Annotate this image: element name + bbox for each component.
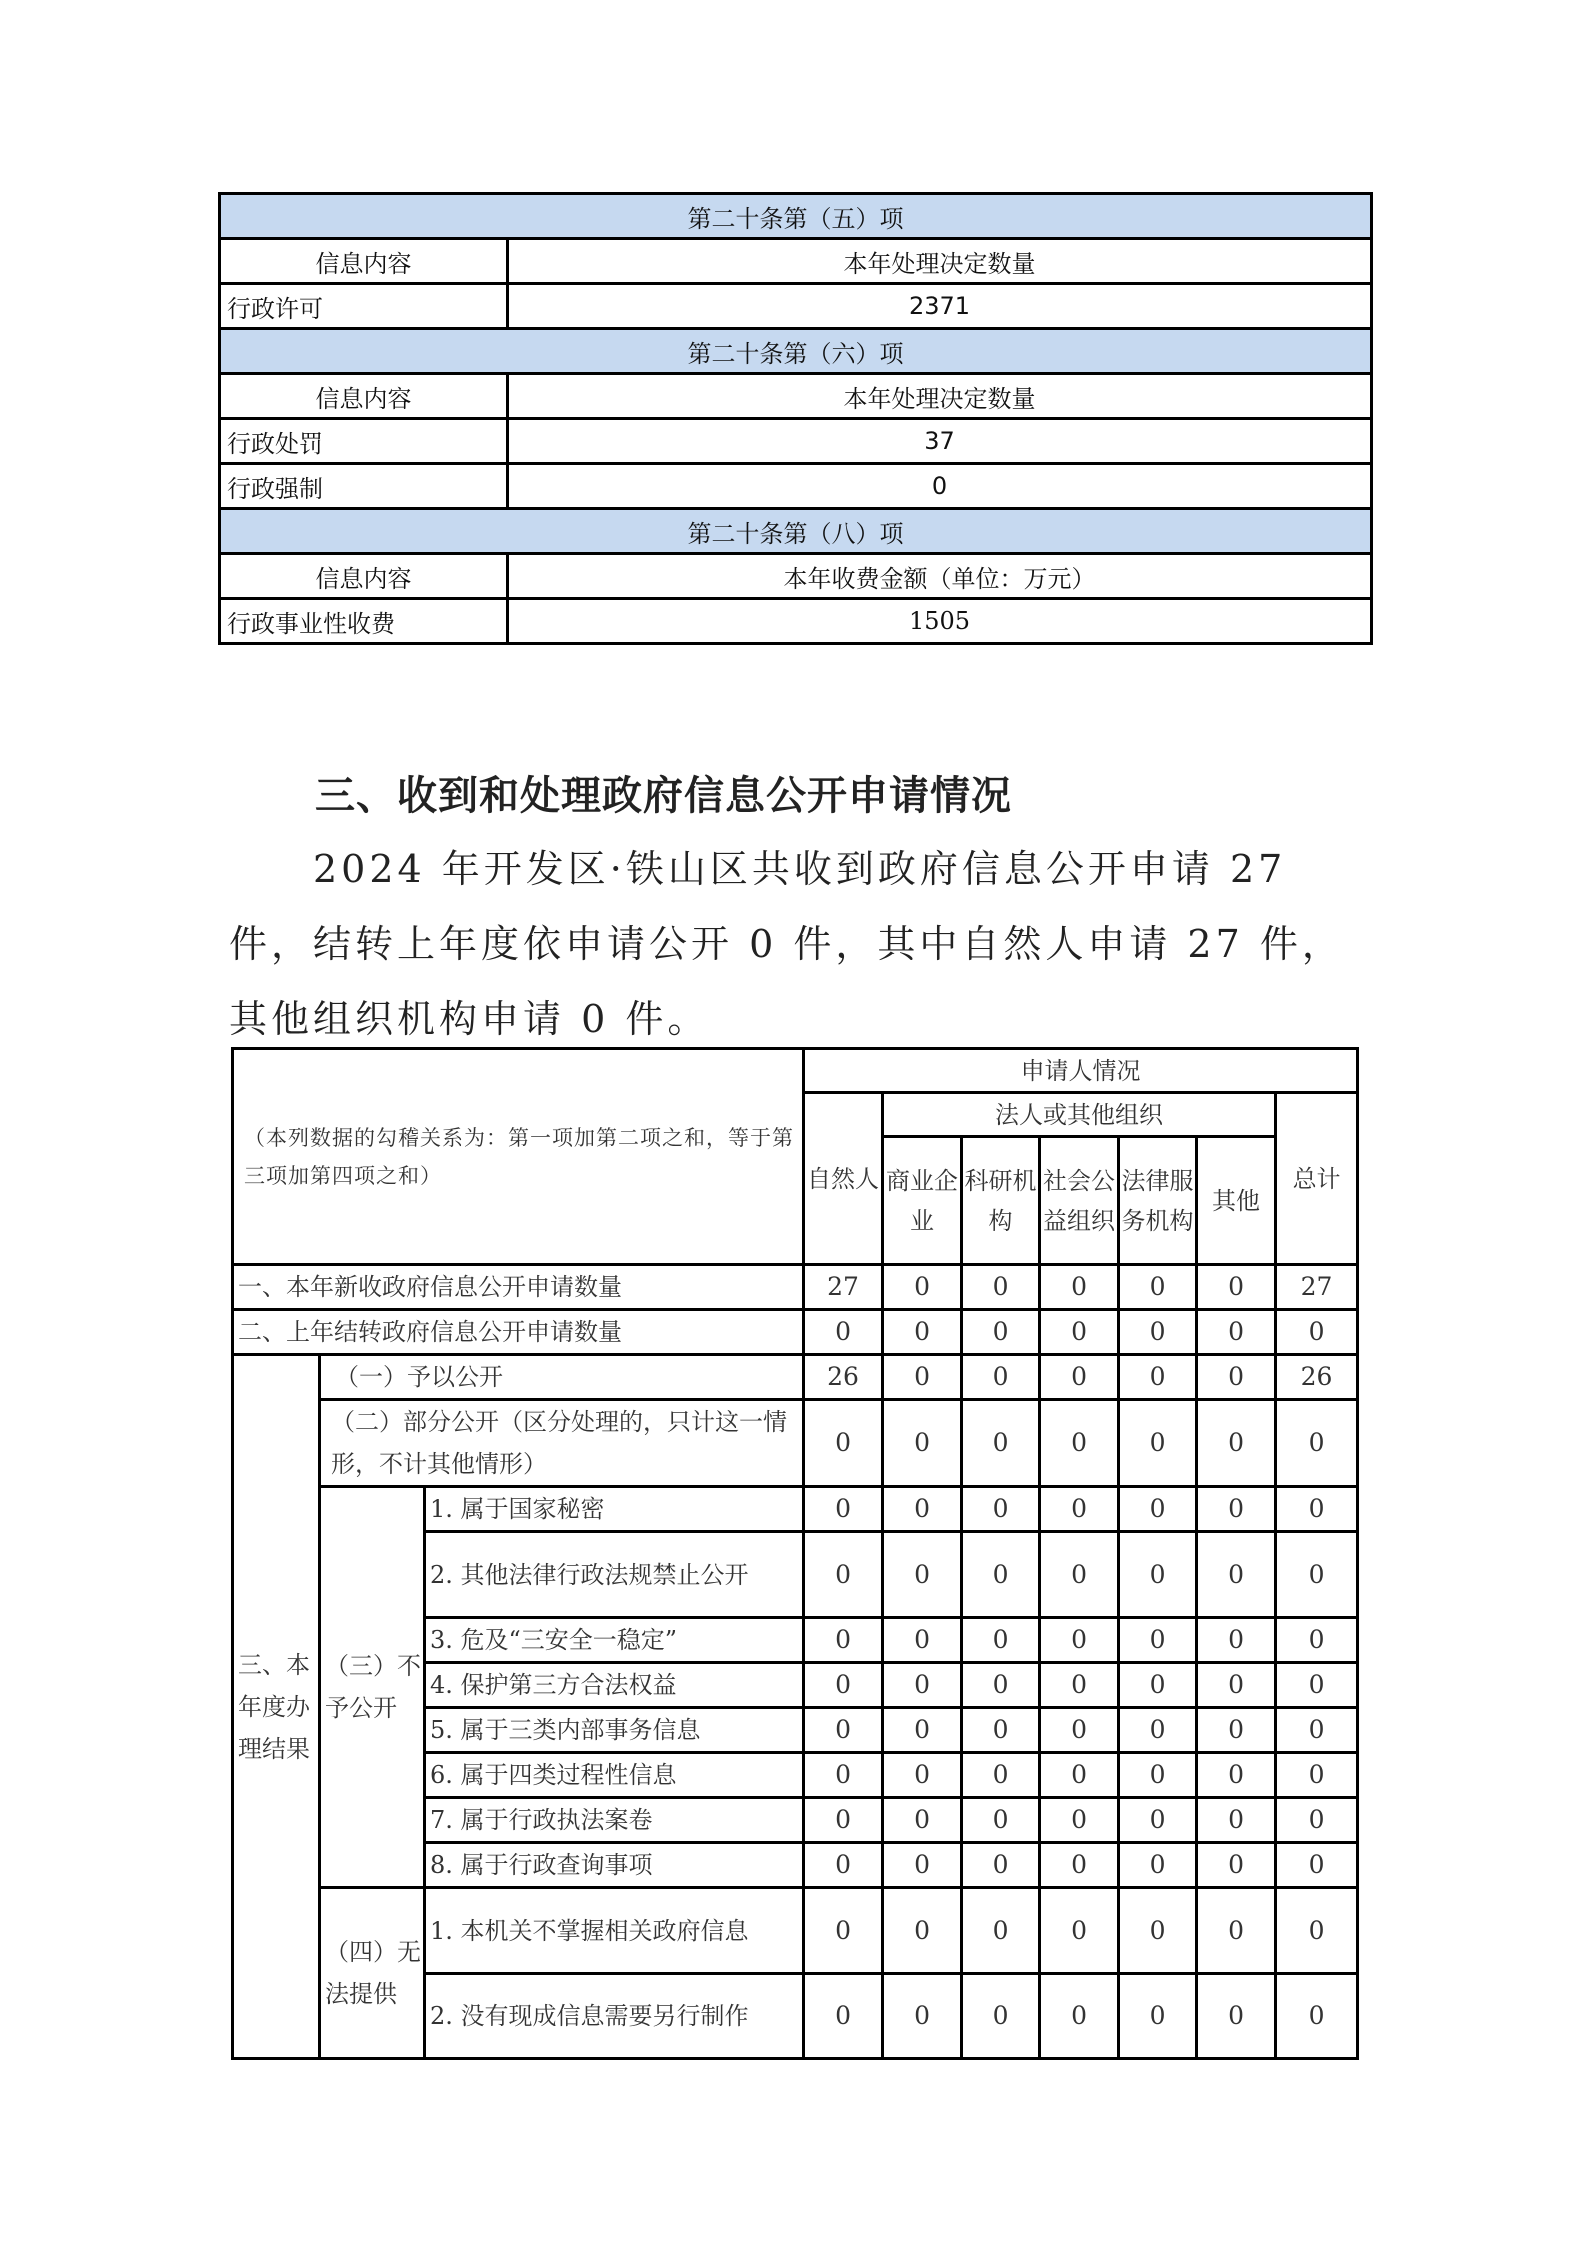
value-cell: 0	[804, 1400, 883, 1487]
section-header-row	[220, 194, 1372, 239]
value-cell: 0	[883, 1355, 962, 1400]
row-value: 2371	[508, 284, 1372, 329]
value-cell: 0	[962, 1532, 1040, 1618]
value-cell: 0	[804, 1888, 883, 1974]
row-value: 1505	[508, 599, 1372, 644]
row-label: 6. 属于四类过程性信息	[425, 1753, 804, 1798]
value-cell: 0	[804, 1798, 883, 1843]
applicant-header: 申请人情况	[804, 1049, 1358, 1093]
value-cell: 0	[1276, 1310, 1358, 1355]
row-label: 7. 属于行政执法案卷	[425, 1798, 804, 1843]
value-cell: 0	[883, 1663, 962, 1708]
value-cell: 0	[1040, 1400, 1119, 1487]
value-cell: 0	[1276, 1618, 1358, 1663]
value-cell: 26	[804, 1355, 883, 1400]
value-cell: 0	[883, 1532, 962, 1618]
value-cell: 0	[1119, 1618, 1197, 1663]
value-cell: 0	[1119, 1487, 1197, 1532]
value-cell: 0	[804, 1843, 883, 1888]
value-cell: 0	[1197, 1265, 1276, 1310]
section-title: 第二十条第（六）项	[220, 329, 1372, 374]
value-cell: 0	[1040, 1618, 1119, 1663]
row-label: 4. 保护第三方合法权益	[425, 1663, 804, 1708]
row-label: 行政事业性收费	[220, 599, 508, 644]
value-cell: 0	[1119, 1843, 1197, 1888]
value-cell: 0	[1197, 1888, 1276, 1974]
value-cell: 0	[804, 1487, 883, 1532]
value-cell: 0	[883, 1708, 962, 1753]
value-cell: 0	[804, 1708, 883, 1753]
value-cell: 0	[1197, 1974, 1276, 2059]
row-label: 一、本年新收政府信息公开申请数量	[233, 1265, 804, 1310]
header-public-welfare: 社会公益组织	[1040, 1137, 1119, 1265]
value-cell: 27	[1276, 1265, 1358, 1310]
value-cell: 0	[962, 1487, 1040, 1532]
value-cell: 0	[1197, 1753, 1276, 1798]
header-research: 科研机构	[962, 1137, 1040, 1265]
value-cell: 0	[804, 1532, 883, 1618]
column-header-amount: 本年收费金额（单位：万元）	[508, 554, 1372, 599]
value-cell: 0	[962, 1798, 1040, 1843]
value-cell: 0	[962, 1618, 1040, 1663]
value-cell: 0	[804, 1663, 883, 1708]
column-header-count: 本年处理决定数量	[508, 239, 1372, 284]
header-legal-service: 法律服务机构	[1119, 1137, 1197, 1265]
value-cell: 0	[804, 1310, 883, 1355]
value-cell: 0	[962, 1753, 1040, 1798]
section-header-row	[220, 329, 1372, 374]
value-cell: 0	[883, 1843, 962, 1888]
value-cell: 0	[1119, 1532, 1197, 1618]
value-cell: 0	[883, 1400, 962, 1487]
value-cell: 0	[883, 1487, 962, 1532]
value-cell: 0	[962, 1843, 1040, 1888]
value-cell: 0	[1040, 1663, 1119, 1708]
value-cell: 0	[962, 1310, 1040, 1355]
value-cell: 0	[1276, 1532, 1358, 1618]
header-legal-org-group: 法人或其他组织	[883, 1093, 1276, 1137]
value-cell: 0	[883, 1888, 962, 1974]
reconciliation-note: （本列数据的勾稽关系为：第一项加第二项之和，等于第三项加第四项之和）	[233, 1049, 804, 1265]
section-paragraph: 2024 年开发区·铁山区共收到政府信息公开申请 27 件，结转上年度依申请公开 0 件，其中自然人申请 27 件，其他组织机构申请 0 件。	[229, 847, 1344, 1041]
value-cell: 0	[1197, 1355, 1276, 1400]
value-cell: 0	[1040, 1843, 1119, 1888]
value-cell: 0	[883, 1753, 962, 1798]
section-title: 第二十条第（五）项	[220, 194, 1372, 239]
value-cell: 0	[1276, 1888, 1358, 1974]
row-label: 5. 属于三类内部事务信息	[425, 1708, 804, 1753]
value-cell: 0	[1119, 1310, 1197, 1355]
header-total: 总计	[1276, 1093, 1358, 1265]
value-cell: 0	[1119, 1400, 1197, 1487]
value-cell: 0	[883, 1310, 962, 1355]
value-cell: 27	[804, 1265, 883, 1310]
value-cell: 0	[1040, 1888, 1119, 1974]
column-header-row	[220, 554, 1372, 599]
value-cell: 0	[883, 1798, 962, 1843]
value-cell: 0	[1119, 1355, 1197, 1400]
value-cell: 0	[1197, 1663, 1276, 1708]
row-label: 2. 没有现成信息需要另行制作	[425, 1974, 804, 2059]
table-row	[233, 1355, 1358, 1400]
value-cell: 0	[1119, 1265, 1197, 1310]
section-heading: 三、收到和处理政府信息公开申请情况	[315, 773, 1012, 819]
row-label: 3. 危及“三安全一稳定”	[425, 1618, 804, 1663]
value-cell: 0	[1040, 1532, 1119, 1618]
column-header-info: 信息内容	[220, 239, 508, 284]
section-title: 第二十条第（八）项	[220, 509, 1372, 554]
value-cell: 26	[1276, 1355, 1358, 1400]
value-cell: 0	[962, 1265, 1040, 1310]
value-cell: 0	[804, 1618, 883, 1663]
section-header-row	[220, 509, 1372, 554]
value-cell: 0	[1276, 1663, 1358, 1708]
value-cell: 0	[1040, 1708, 1119, 1753]
row-label: 行政处罚	[220, 419, 508, 464]
table-row	[233, 1487, 1358, 1532]
value-cell: 0	[1276, 1753, 1358, 1798]
value-cell: 0	[1197, 1708, 1276, 1753]
row-value: 0	[508, 464, 1372, 509]
table-row	[233, 1310, 1358, 1355]
value-cell: 0	[962, 1888, 1040, 1974]
value-cell: 0	[804, 1974, 883, 2059]
table-row	[220, 419, 1372, 464]
row-value: 37	[508, 419, 1372, 464]
table-row	[220, 464, 1372, 509]
value-cell: 0	[1040, 1265, 1119, 1310]
value-cell: 0	[1040, 1355, 1119, 1400]
value-cell: 0	[883, 1618, 962, 1663]
value-cell: 0	[1276, 1974, 1358, 2059]
value-cell: 0	[962, 1708, 1040, 1753]
value-cell: 0	[1276, 1798, 1358, 1843]
value-cell: 0	[1197, 1798, 1276, 1843]
row-label: 行政强制	[220, 464, 508, 509]
value-cell: 0	[962, 1974, 1040, 2059]
decision-stats-table	[218, 192, 1373, 645]
header-row	[233, 1049, 1358, 1093]
value-cell: 0	[1276, 1400, 1358, 1487]
table-row	[233, 1265, 1358, 1310]
column-header-row	[220, 239, 1372, 284]
column-header-info: 信息内容	[220, 374, 508, 419]
value-cell: 0	[1276, 1843, 1358, 1888]
column-header-info: 信息内容	[220, 554, 508, 599]
value-cell: 0	[1040, 1487, 1119, 1532]
value-cell: 0	[1119, 1753, 1197, 1798]
table-row	[220, 284, 1372, 329]
value-cell: 0	[1119, 1888, 1197, 1974]
group-label-unable-to-provide: （四）无法提供	[320, 1888, 425, 2059]
value-cell: 0	[962, 1400, 1040, 1487]
value-cell: 0	[1197, 1532, 1276, 1618]
header-other: 其他	[1197, 1137, 1276, 1265]
value-cell: 0	[1197, 1487, 1276, 1532]
row-label: 二、上年结转政府信息公开申请数量	[233, 1310, 804, 1355]
group-label-results: 三、本年度办理结果	[233, 1355, 320, 2059]
value-cell: 0	[804, 1753, 883, 1798]
row-label: 行政许可	[220, 284, 508, 329]
header-natural-person: 自然人	[804, 1093, 883, 1265]
value-cell: 0	[1197, 1618, 1276, 1663]
table-row	[233, 1400, 1358, 1487]
value-cell: 0	[962, 1355, 1040, 1400]
row-label: （一）予以公开	[320, 1355, 804, 1400]
value-cell: 0	[1276, 1708, 1358, 1753]
row-label: （二）部分公开（区分处理的，只计这一情形，不计其他情形）	[320, 1400, 804, 1487]
value-cell: 0	[1119, 1708, 1197, 1753]
value-cell: 0	[1119, 1798, 1197, 1843]
application-stats-table	[231, 1047, 1359, 2060]
row-label: 1. 本机关不掌握相关政府信息	[425, 1888, 804, 1974]
table-row	[220, 599, 1372, 644]
value-cell: 0	[883, 1974, 962, 2059]
value-cell: 0	[1276, 1487, 1358, 1532]
value-cell: 0	[1119, 1663, 1197, 1708]
row-label: 2. 其他法律行政法规禁止公开	[425, 1532, 804, 1618]
group-label-not-disclosed: （三）不予公开	[320, 1487, 425, 1888]
table-row	[233, 1888, 1358, 1974]
value-cell: 0	[1197, 1400, 1276, 1487]
value-cell: 0	[1197, 1310, 1276, 1355]
header-commercial: 商业企业	[883, 1137, 962, 1265]
value-cell: 0	[1040, 1753, 1119, 1798]
value-cell: 0	[1040, 1310, 1119, 1355]
column-header-count: 本年处理决定数量	[508, 374, 1372, 419]
row-label: 8. 属于行政查询事项	[425, 1843, 804, 1888]
value-cell: 0	[1040, 1974, 1119, 2059]
value-cell: 0	[883, 1265, 962, 1310]
value-cell: 0	[1119, 1974, 1197, 2059]
value-cell: 0	[962, 1663, 1040, 1708]
value-cell: 0	[1040, 1798, 1119, 1843]
row-label: 1. 属于国家秘密	[425, 1487, 804, 1532]
column-header-row	[220, 374, 1372, 419]
value-cell: 0	[1197, 1843, 1276, 1888]
